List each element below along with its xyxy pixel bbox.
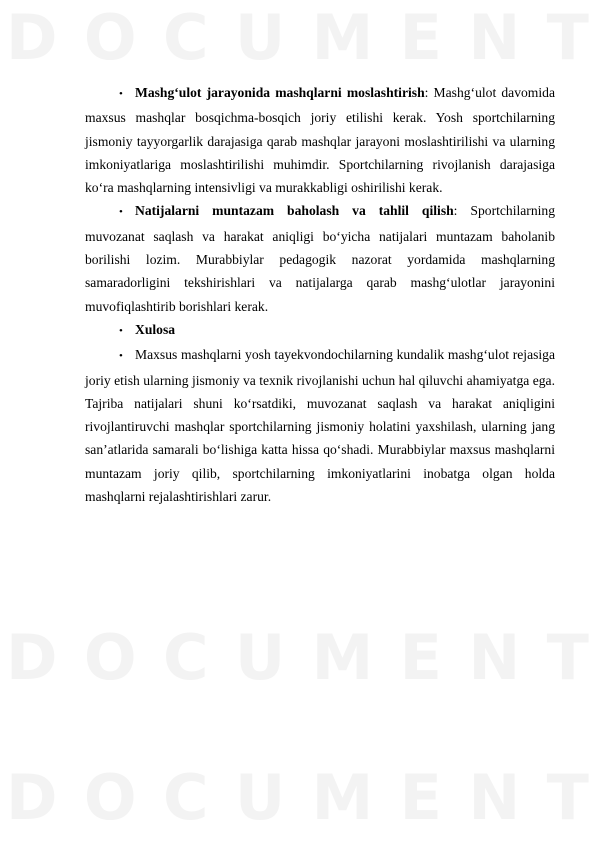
paragraph-text: Sportchilarning muvozanat saqlash va harakat aniqligi bo‘yicha natijalari muntazam baholanib borilishi lozim. Murabbiylar pedagogik nazorat yordamida mashqlarning samaradorligini tekshirishlari va natijalarga qarab mashg‘ulotlar jarayonini muvofiqlashtirib borishlari kerak. [85, 203, 555, 314]
bullet-icon [85, 199, 135, 224]
bullet-paragraph-conclusion-heading [85, 318, 555, 343]
heading-separator: : [424, 85, 429, 100]
document-body [85, 81, 555, 508]
paragraph-text: Mashg‘ulot davomida maxsus mashqlar bosqichma-bosqich joriy etilishi kerak. Yosh sportchilarning jismoniy tayyorgarlik darajasiga qarab mashqlar jarayoni moslashtirilishi va ularning imkoniyatlariga moslashtirilishi muhimdir. Sportchilarning rivojlanish darajasiga ko‘ra mashqlarning intensivligi va murakkabligi oshirilishi kerak. [85, 85, 555, 196]
paragraph-text: Maxsus mashqlarni yosh tayekvondochilarning kundalik mashg‘ulot rejasiga joriy etish ularning jismoniy va texnik rivojlanishi uchun hal qiluvchi ahamiyatga ega. Tajriba natijalari shuni ko‘rsatdiki, muvozanat saqlash va harakat aniqligini rivojlantiruvchi mashqlar sportchilarning jismoniy holatini yaxshilash, ularning jang san’atlarida samarali bo‘lishiga katta hissa qo‘shadi. Murabbiylar maxsus mashqlarni muntazam joriy qilib, sportchilarning imkoniyatlarini inobatga olgan holda mashqlarni rejalashtirishlari zarur. [85, 347, 555, 505]
bullet-icon [85, 81, 135, 106]
watermark-row-bottom: D O C U M E N T [6, 761, 589, 834]
paragraph-heading: Natijalarni muntazam baholash va tahlil qilish [135, 203, 454, 219]
heading-separator: : [453, 203, 458, 219]
bullet-paragraph-conclusion-text [85, 343, 555, 508]
bullet-icon [85, 318, 135, 343]
bullet-paragraph-exercise-adaptation [85, 81, 555, 199]
section-heading: Xulosa [135, 321, 176, 337]
watermark-row-top: D O C U M E N T [6, 1, 589, 74]
bullet-paragraph-results-evaluation [85, 199, 555, 317]
bullet-icon [85, 343, 135, 368]
paragraph-heading: Mashg‘ulot jarayonida mashqlarni moslashtirish [135, 85, 425, 100]
watermark-row-middle: D O C U M E N T [6, 621, 589, 694]
